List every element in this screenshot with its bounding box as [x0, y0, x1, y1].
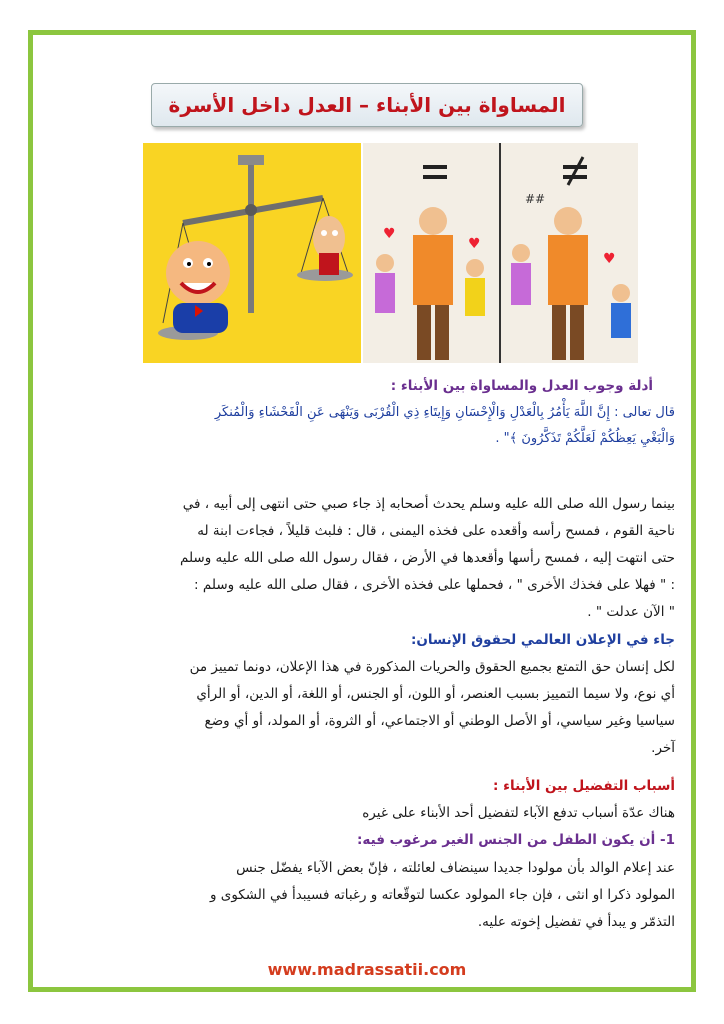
udhr-heading: جاء في الإعلان العالمي لحقوق الإنسان:: [410, 632, 675, 648]
svg-text:♥: ♥: [383, 226, 396, 242]
svg-text:♥: ♥: [603, 251, 616, 267]
reason1-line1: عند إعلام الوالد بأن مولودا جديدا سينضاف لعائلته ، فإنّ بعض الآباء يفضّل جنس: [236, 860, 675, 876]
hadith-line4: : " فهلا على فخذك الأخرى " ، فحملها على فخذه الأخرى ، فقال صلى الله عليه وسلم :: [194, 577, 675, 593]
scale-illustration: [143, 143, 361, 363]
reasons-heading: أسباب التفضيل بين الأبناء :: [493, 778, 675, 794]
page-title: المساواة بين الأبناء – العدل داخل الأسرة: [168, 93, 566, 117]
reasons-intro: هناك عدّة أسباب تدفع الآباء لتفضيل أحد الأبناء على غيره: [362, 805, 675, 821]
reason1-heading: 1- أن يكون الطفل من الجنس الغير مرغوب فيه:: [357, 832, 675, 848]
reason1-line2: المولود ذكرا او انثى ، فإن جاء المولود عكسا لتوقّعاته و رغباته فسيبدأ في الشكوى و: [209, 887, 675, 903]
family-illustration: [363, 143, 638, 363]
footer-website[interactable]: www.madrassatii.com: [267, 960, 467, 979]
udhr-line3: سياسيا وغير سياسي، أو الأصل الوطني أو الاجتماعي، أو الثروة، أو المولد، أو أي وضع: [204, 713, 675, 729]
udhr-line2: أي نوع، ولا سيما التمييز بسبب العنصر، أو اللون، أو الجنس، أو اللغة، أو الدين، أو الرأي: [196, 686, 675, 702]
quran-verse-line2: وَالْبَغْيِ يَعِظُكُمْ لَعَلَّكُمْ تَذَكَّرُونَ ﴾" .: [495, 431, 675, 446]
evidence-heading: أدلة وجوب العدل والمساواة بين الأبناء :: [390, 378, 653, 394]
hadith-line2: ناحية القوم ، فمسح رأسه وأقعده على فخذه اليمنى ، قال : فلبث قليلاً ، فجاءت ابنة له: [197, 523, 675, 539]
page-frame: [28, 30, 696, 992]
udhr-line4: آخر.: [651, 740, 675, 756]
title-box: [151, 83, 583, 127]
udhr-line1: لكل إنسان حق التمتع بجميع الحقوق والحريات المذكورة في هذا الإعلان، دونما تمييز من: [189, 659, 675, 675]
quran-verse-line1: قال تعالى : إِنَّ اللَّهَ يَأْمُرُ بِالْعَدْلِ وَالْإِحْسَانِ وَإِيتَاءِ ذِي الْقُرْبَى وَيَنْهَى عَنِ الْفَحْشَاءِ وَالْمُنكَرِ: [214, 405, 675, 420]
reason1-line3: التذمّر و يبدأ في تفضيل إخوته عليه.: [477, 914, 675, 930]
hadith-line3: حتى انتهت إليه ، فمسح رأسها وأقعدها في الأرض ، فقال رسول الله صلى الله عليه وسلم: [179, 550, 675, 566]
svg-text:##: ##: [525, 192, 546, 206]
svg-text:♥: ♥: [468, 236, 481, 252]
hadith-line5: " الآن عدلت " .: [587, 604, 675, 620]
hadith-line1: بينما رسول الله صلى الله عليه وسلم يحدث أصحابه إذ جاء صبي حتى انتهى إلى أبيه ، في: [182, 496, 675, 512]
